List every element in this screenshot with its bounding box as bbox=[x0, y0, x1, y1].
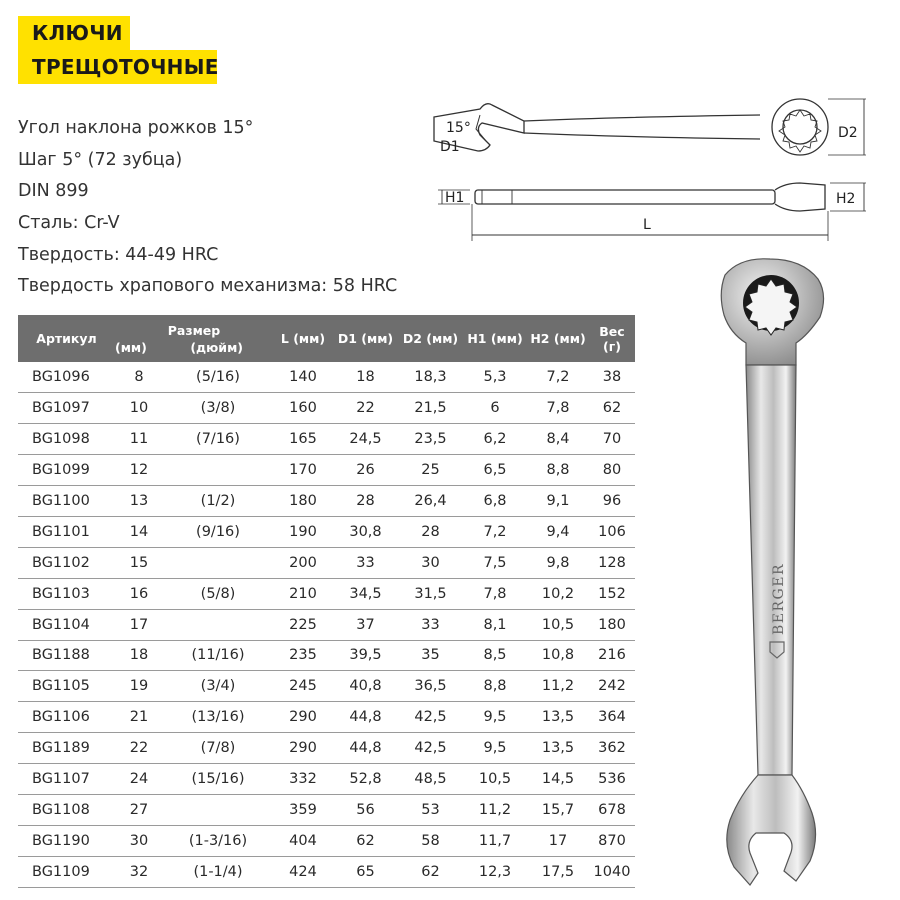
cell-size-mm: 27 bbox=[129, 801, 149, 818]
cell-weight: 242 bbox=[598, 678, 626, 695]
cell-size-inch: (5/8) bbox=[200, 585, 236, 602]
cell-weight: 216 bbox=[598, 647, 626, 664]
cell-l: 225 bbox=[289, 616, 317, 633]
cell-size-mm: 17 bbox=[129, 616, 149, 633]
table-row bbox=[18, 516, 635, 547]
brand-label: BERGER bbox=[771, 563, 787, 635]
cell-weight: 678 bbox=[598, 801, 626, 818]
cell-d1: 62 bbox=[356, 832, 375, 849]
wrench-photo bbox=[700, 255, 850, 895]
cell-article: BG1107 bbox=[32, 771, 90, 788]
spec-list bbox=[18, 114, 397, 304]
cell-size-mm: 32 bbox=[129, 863, 149, 880]
cell-h2: 13,5 bbox=[541, 709, 575, 726]
cell-h2: 9,4 bbox=[546, 523, 570, 540]
cell-article: BG1189 bbox=[32, 740, 90, 757]
cell-h2: 8,8 bbox=[546, 462, 570, 479]
header-h1: H1 (мм) bbox=[467, 331, 523, 346]
cell-l: 245 bbox=[289, 678, 317, 695]
table-row bbox=[18, 609, 635, 640]
cell-size-mm: 16 bbox=[129, 585, 149, 602]
cell-d1: 26 bbox=[356, 462, 375, 479]
cell-h2: 14,5 bbox=[541, 771, 575, 788]
cell-d1: 18 bbox=[356, 369, 375, 386]
table-row bbox=[18, 856, 635, 887]
cell-weight: 1040 bbox=[593, 863, 631, 880]
cell-size-inch bbox=[163, 547, 273, 578]
cell-d1: 34,5 bbox=[349, 585, 382, 602]
cell-size-inch: (9/16) bbox=[196, 523, 240, 540]
cell-l: 290 bbox=[289, 709, 317, 726]
cell-weight: 362 bbox=[598, 740, 626, 757]
cell-article: BG1188 bbox=[32, 647, 90, 664]
cell-h1: 6,2 bbox=[483, 431, 507, 448]
cell-l: 165 bbox=[289, 431, 317, 448]
cell-l: 200 bbox=[289, 554, 317, 571]
cell-h2: 8,4 bbox=[546, 431, 570, 448]
cell-h1: 9,5 bbox=[483, 740, 507, 757]
cell-d2: 48,5 bbox=[414, 771, 447, 788]
cell-h1: 10,5 bbox=[478, 771, 512, 788]
cell-l: 190 bbox=[289, 523, 317, 540]
cell-d2: 53 bbox=[421, 801, 440, 818]
cell-size-mm: 14 bbox=[129, 523, 149, 540]
cell-l: 424 bbox=[289, 863, 317, 880]
table-header-row bbox=[18, 315, 635, 362]
cell-d1: 44,8 bbox=[349, 709, 382, 726]
cell-d2: 30 bbox=[421, 554, 440, 571]
cell-size-mm: 24 bbox=[129, 771, 149, 788]
cell-d1: 22 bbox=[356, 400, 375, 417]
cell-h2: 9,1 bbox=[546, 493, 570, 509]
h2-label: H2 bbox=[836, 191, 856, 207]
cell-size-mm: 15 bbox=[129, 554, 149, 571]
cell-d2: 62 bbox=[421, 863, 440, 880]
cell-l: 180 bbox=[289, 493, 317, 509]
cell-size-mm: 30 bbox=[129, 832, 149, 849]
cell-size-mm: 21 bbox=[129, 709, 149, 726]
cell-l: 140 bbox=[289, 369, 317, 386]
cell-h1: 7,5 bbox=[483, 554, 507, 571]
cell-article: BG1100 bbox=[32, 493, 90, 509]
cell-size-inch: (5/16) bbox=[196, 369, 240, 386]
cell-size-mm: 10 bbox=[129, 400, 149, 417]
cell-article: BG1105 bbox=[32, 678, 90, 695]
angle-label: 15° bbox=[446, 120, 471, 136]
table-row bbox=[18, 640, 635, 671]
spec-standard: DIN 899 bbox=[18, 181, 89, 202]
cell-d2: 18,3 bbox=[414, 369, 447, 386]
cell-d1: 39,5 bbox=[349, 647, 382, 664]
cell-size-mm: 13 bbox=[129, 493, 149, 509]
spec-angle: Угол наклона рожков 15° bbox=[18, 118, 254, 138]
cell-h2: 13,5 bbox=[541, 740, 575, 757]
header-d1: D1 (мм) bbox=[337, 331, 394, 346]
spec-steel: Сталь: Cr-V bbox=[18, 213, 120, 234]
cell-h1: 6,5 bbox=[483, 462, 507, 479]
cell-d1: 56 bbox=[356, 801, 375, 818]
header-size-mm: (мм) bbox=[115, 339, 147, 355]
cell-article: BG1102 bbox=[32, 554, 90, 571]
cell-size-inch: (7/16) bbox=[196, 431, 240, 448]
cell-article: BG1101 bbox=[32, 523, 90, 540]
table-row bbox=[18, 362, 635, 393]
wrench-diagram bbox=[420, 95, 880, 245]
cell-size-inch: (11/16) bbox=[191, 647, 245, 664]
cell-d2: 28 bbox=[421, 523, 440, 540]
cell-h2: 10,5 bbox=[541, 616, 575, 633]
cell-size-inch: (1/2) bbox=[200, 493, 236, 509]
cell-d1: 33 bbox=[356, 554, 375, 571]
cell-h1: 9,5 bbox=[483, 709, 507, 726]
cell-h1: 11,7 bbox=[478, 832, 512, 849]
cell-d1: 65 bbox=[356, 863, 375, 880]
cell-size-inch: (1-3/16) bbox=[188, 832, 248, 849]
cell-weight: 180 bbox=[598, 616, 626, 633]
cell-size-inch: (7/8) bbox=[200, 740, 236, 757]
cell-h1: 8,5 bbox=[483, 647, 507, 664]
header-d2: D2 (мм) bbox=[402, 331, 459, 346]
cell-size-inch: (3/8) bbox=[200, 400, 236, 417]
cell-d1: 28 bbox=[356, 493, 375, 509]
cell-weight: 364 bbox=[598, 709, 626, 726]
cell-article: BG1106 bbox=[32, 709, 90, 726]
cell-article: BG1098 bbox=[32, 431, 90, 448]
cell-l: 235 bbox=[289, 647, 317, 664]
header-weight: Вес (г) bbox=[599, 323, 625, 354]
cell-size-mm: 18 bbox=[129, 647, 149, 664]
table-row bbox=[18, 794, 635, 825]
table-row bbox=[18, 671, 635, 702]
cell-h2: 11,2 bbox=[541, 678, 575, 695]
cell-l: 210 bbox=[289, 585, 317, 602]
specifications-table bbox=[18, 315, 635, 888]
spec-hardness: Твердость: 44-49 HRC bbox=[18, 244, 219, 265]
title-line-1: КЛЮЧИ bbox=[18, 16, 130, 50]
cell-l: 160 bbox=[289, 400, 317, 417]
table-body bbox=[18, 362, 635, 887]
cell-h2: 17,5 bbox=[541, 863, 575, 880]
cell-article: BG1190 bbox=[32, 832, 90, 849]
l-label: L bbox=[643, 217, 651, 233]
cell-d1: 37 bbox=[356, 616, 375, 633]
cell-weight: 96 bbox=[602, 493, 622, 509]
cell-d2: 26,4 bbox=[414, 493, 447, 509]
cell-d2: 33 bbox=[421, 616, 440, 633]
cell-size-inch bbox=[163, 455, 273, 486]
cell-size-mm: 12 bbox=[129, 462, 149, 479]
cell-d2: 31,5 bbox=[414, 585, 447, 602]
cell-size-mm: 19 bbox=[129, 678, 149, 695]
cell-article: BG1097 bbox=[32, 400, 90, 417]
cell-h1: 8,1 bbox=[483, 616, 507, 633]
cell-d2: 35 bbox=[421, 647, 440, 664]
cell-h2: 7,2 bbox=[546, 369, 570, 386]
cell-weight: 70 bbox=[602, 431, 622, 448]
cell-article: BG1104 bbox=[32, 616, 90, 633]
header-article: Артикул bbox=[36, 331, 97, 346]
cell-h2: 17 bbox=[548, 832, 568, 849]
cell-h1: 6 bbox=[490, 400, 500, 417]
table-row bbox=[18, 455, 635, 486]
cell-h2: 10,2 bbox=[541, 585, 575, 602]
cell-size-inch bbox=[163, 609, 273, 640]
cell-weight: 38 bbox=[602, 369, 622, 386]
cell-d2: 42,5 bbox=[414, 740, 447, 757]
spec-ratchet-hardness: Твердость храпового механизма: 58 HRC bbox=[18, 276, 398, 297]
cell-size-mm: 11 bbox=[129, 431, 149, 448]
cell-article: BG1096 bbox=[32, 369, 90, 386]
table-row bbox=[18, 578, 635, 609]
table-row bbox=[18, 702, 635, 733]
cell-h1: 5,3 bbox=[483, 369, 507, 386]
cell-size-inch: (1-1/4) bbox=[193, 863, 243, 880]
cell-weight: 536 bbox=[598, 771, 626, 788]
table-row bbox=[18, 733, 635, 764]
cell-h2: 9,8 bbox=[546, 554, 570, 571]
cell-h1: 7,2 bbox=[483, 523, 507, 540]
title-block bbox=[18, 16, 217, 84]
header-h2: H2 (мм) bbox=[530, 331, 586, 346]
cell-article: BG1099 bbox=[32, 462, 90, 479]
title-line-2: ТРЕЩОТОЧНЫЕ bbox=[18, 50, 217, 84]
cell-h1: 8,8 bbox=[483, 678, 507, 695]
cell-weight: 106 bbox=[598, 523, 626, 540]
cell-weight: 62 bbox=[602, 400, 622, 417]
cell-h1: 11,2 bbox=[478, 801, 512, 818]
cell-weight: 152 bbox=[598, 585, 626, 602]
cell-d1: 52,8 bbox=[349, 771, 382, 788]
cell-h1: 7,8 bbox=[483, 585, 507, 602]
cell-h2: 7,8 bbox=[546, 400, 570, 417]
cell-l: 359 bbox=[289, 801, 317, 818]
cell-article: BG1108 bbox=[32, 801, 90, 818]
cell-d2: 23,5 bbox=[414, 431, 447, 448]
cell-l: 332 bbox=[289, 771, 317, 788]
cell-d1: 40,8 bbox=[349, 678, 382, 695]
cell-size-mm: 22 bbox=[129, 740, 149, 757]
cell-h1: 6,8 bbox=[483, 493, 507, 509]
cell-article: BG1103 bbox=[32, 585, 90, 602]
table-row bbox=[18, 547, 635, 578]
table-row bbox=[18, 486, 635, 517]
table-row bbox=[18, 825, 635, 856]
cell-d2: 42,5 bbox=[414, 709, 447, 726]
cell-weight: 870 bbox=[598, 832, 626, 849]
table-row bbox=[18, 764, 635, 795]
cell-d1: 30,8 bbox=[349, 523, 382, 540]
cell-size-mm: 8 bbox=[134, 369, 144, 386]
cell-weight: 128 bbox=[598, 554, 626, 571]
header-size-label: Размер bbox=[167, 322, 221, 338]
cell-d1: 44,8 bbox=[349, 740, 382, 757]
cell-l: 404 bbox=[289, 832, 317, 849]
d1-label: D1 bbox=[440, 139, 460, 155]
cell-size-inch: (13/16) bbox=[191, 709, 245, 726]
cell-h1: 12,3 bbox=[478, 863, 512, 880]
cell-d2: 25 bbox=[421, 462, 440, 479]
cell-d2: 21,5 bbox=[414, 400, 447, 417]
cell-l: 170 bbox=[289, 462, 317, 479]
header-l: L (мм) bbox=[280, 331, 326, 346]
spec-step: Шаг 5° (72 зубца) bbox=[18, 149, 183, 170]
cell-d2: 36,5 bbox=[414, 678, 447, 695]
cell-l: 290 bbox=[289, 740, 317, 757]
table-row bbox=[18, 424, 635, 455]
cell-article: BG1109 bbox=[32, 863, 90, 880]
cell-h2: 15,7 bbox=[541, 801, 575, 818]
cell-weight: 80 bbox=[602, 462, 622, 479]
header-size-inch: (дюйм) bbox=[190, 339, 243, 355]
cell-d1: 24,5 bbox=[349, 431, 382, 448]
table-row bbox=[18, 393, 635, 424]
d2-label: D2 bbox=[838, 125, 858, 141]
cell-h2: 10,8 bbox=[541, 647, 575, 664]
cell-size-inch: (15/16) bbox=[191, 771, 245, 788]
header-size bbox=[115, 315, 273, 362]
cell-d2: 58 bbox=[421, 832, 440, 849]
cell-size-inch: (3/4) bbox=[200, 678, 236, 695]
h1-label: H1 bbox=[445, 190, 465, 206]
cell-size-inch bbox=[163, 794, 273, 825]
